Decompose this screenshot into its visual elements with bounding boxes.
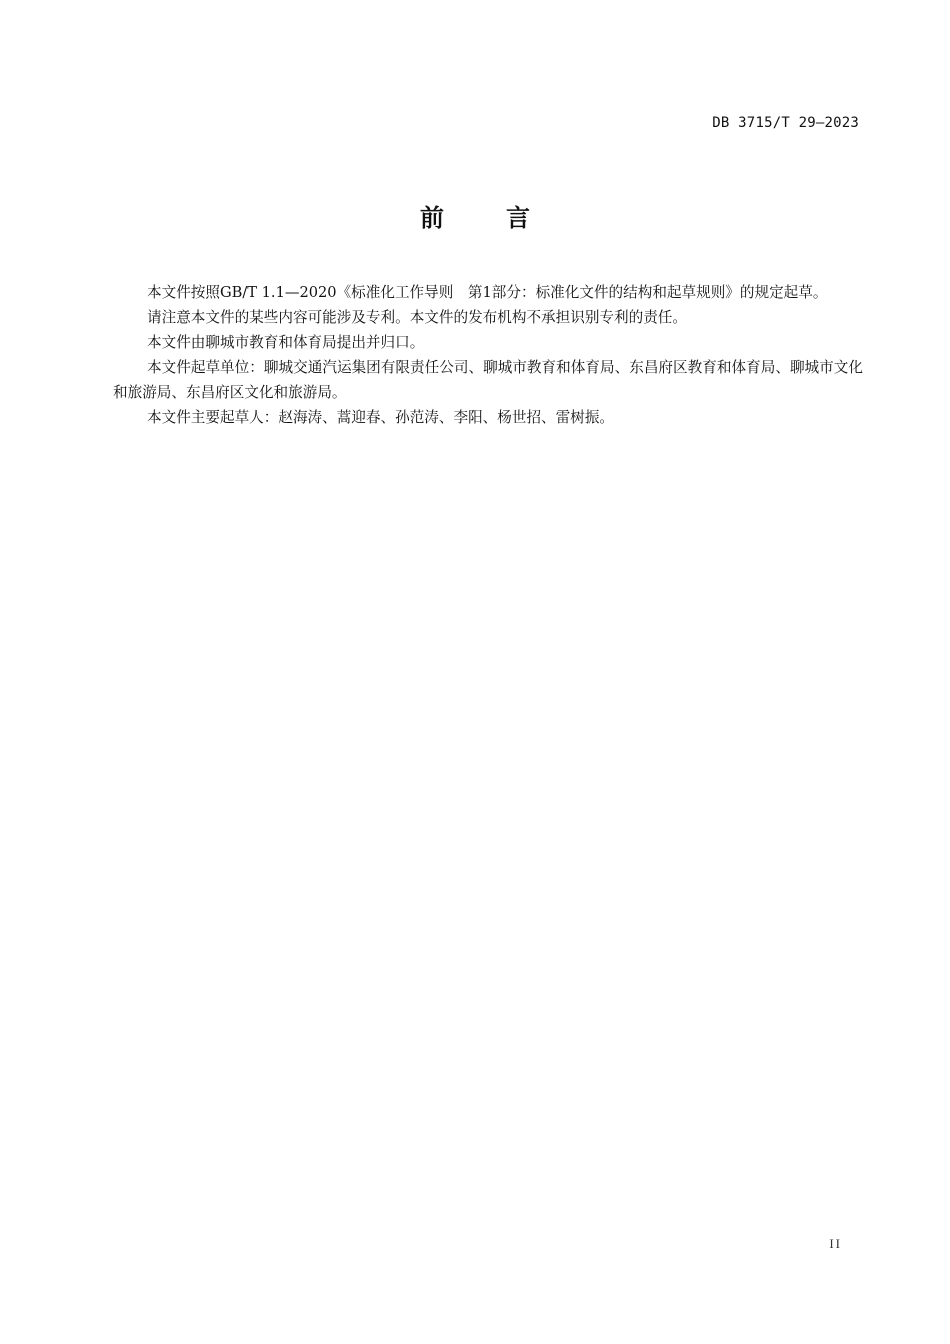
- foreword-body: [113, 280, 863, 430]
- paragraph-patent-notice: 请注意本文件的某些内容可能涉及专利。本文件的发布机构不承担识别专利的责任。: [147, 309, 687, 326]
- paragraph-proposer: 本文件由聊城市教育和体育局提出并归口。: [147, 334, 425, 351]
- page-number: II: [829, 1236, 842, 1251]
- paragraph-drafting-basis: 本文件按照GB/T 1.1—2020《标准化工作导则 第1部分：标准化文件的结构和起草规则》的规定起草。: [147, 284, 828, 301]
- document-code: DB 3715/T 29—2023: [712, 115, 859, 131]
- page-title: 前言: [420, 204, 592, 232]
- paragraph-drafting-units: 本文件起草单位：聊城交通汽运集团有限责任公司、聊城市教育和体育局、东昌府区教育和体育局、聊城市文化和旅游局、东昌府区文化和旅游局。: [113, 359, 863, 401]
- paragraph-drafters: 本文件主要起草人：赵海涛、蒿迎春、孙范涛、李阳、杨世招、雷树振。: [147, 409, 615, 426]
